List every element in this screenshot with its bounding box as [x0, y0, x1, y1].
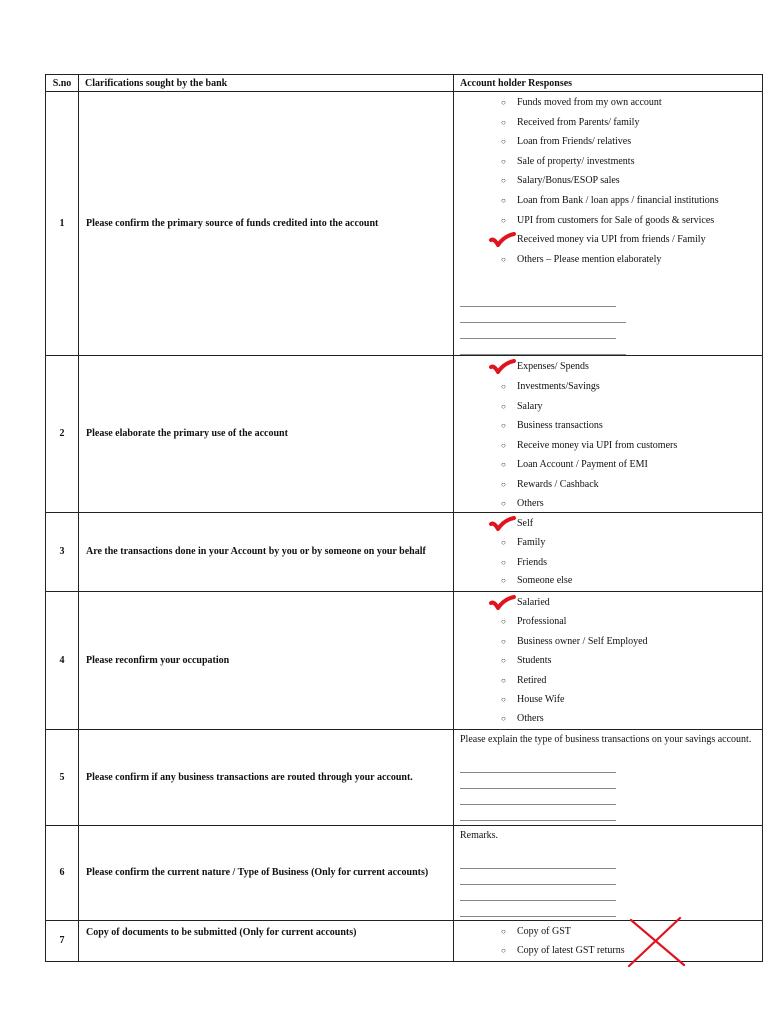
radio-option-checked[interactable]: Received money via UPI from friends / Family	[454, 230, 762, 250]
radio-circle-icon: ○	[501, 498, 506, 508]
radio-circle-icon: ○	[501, 98, 506, 107]
response-cell	[454, 356, 763, 512]
radio-circle-icon: ○	[501, 557, 506, 567]
radio-circle-icon: ○	[501, 538, 506, 548]
question-text: Please confirm if any business transactions are routed through your account.	[79, 729, 454, 825]
response-cell	[454, 920, 763, 961]
radio-option-checked[interactable]: Salaried	[454, 593, 762, 613]
option-list	[454, 514, 762, 590]
radio-option-checked[interactable]: Self	[454, 514, 762, 534]
radio-circle-icon: ○	[501, 636, 506, 646]
option-list	[454, 357, 762, 511]
radio-option[interactable]: ○ Retired	[454, 671, 762, 691]
table-header-row	[46, 75, 763, 92]
response-cell	[454, 825, 763, 920]
question-text: Are the transactions done in your Account by you or by someone on your behalf	[79, 512, 454, 591]
response-cell	[454, 92, 763, 356]
row-number: 5	[46, 729, 79, 825]
option-list	[454, 93, 762, 269]
writing-lines[interactable]	[454, 291, 762, 355]
question-text: Please reconfirm your occupation	[79, 591, 454, 729]
row-number: 6	[46, 825, 79, 920]
radio-circle-icon: ○	[501, 215, 506, 225]
header-clarification: Clarifications sought by the bank	[79, 75, 454, 92]
radio-option[interactable]: ○ Business transactions	[454, 416, 762, 436]
radio-option[interactable]: ○ Professional	[454, 612, 762, 632]
red-cross-icon	[627, 916, 687, 968]
radio-circle-icon: ○	[501, 401, 506, 411]
radio-circle-icon: ○	[501, 137, 506, 147]
radio-option[interactable]: ○ Copy of latest GST returns	[454, 941, 762, 961]
header-sno: S.no	[46, 75, 79, 92]
header-response: Account holder Responses	[454, 75, 763, 92]
writing-lines[interactable]	[454, 853, 762, 917]
response-cell	[454, 512, 763, 591]
radio-option[interactable]: ○ Receive money via UPI from customers	[454, 436, 762, 456]
red-check-icon	[488, 232, 516, 250]
radio-circle-icon: ○	[501, 479, 506, 489]
radio-option[interactable]: ○ Someone else	[454, 572, 762, 589]
row-number: 1	[46, 92, 79, 356]
table-row	[46, 825, 763, 920]
table-row	[46, 92, 763, 356]
radio-option[interactable]: ○ Funds moved from my own account	[454, 93, 762, 113]
red-check-icon	[488, 595, 516, 613]
question-text: Please confirm the primary source of funds credited into the account	[79, 92, 454, 356]
radio-option[interactable]: ○ UPI from customers for Sale of goods & services	[454, 211, 762, 231]
table-row	[46, 729, 763, 825]
radio-circle-icon: ○	[501, 714, 506, 724]
radio-circle-icon: ○	[501, 440, 506, 450]
radio-option[interactable]: ○ Business owner / Self Employed	[454, 632, 762, 652]
table-row	[46, 356, 763, 512]
radio-option[interactable]: ○ Family	[454, 533, 762, 553]
writing-lines[interactable]	[454, 757, 762, 821]
radio-circle-icon: ○	[501, 675, 506, 685]
row-number: 7	[46, 920, 79, 961]
row-number: 4	[46, 591, 79, 729]
radio-circle-icon: ○	[501, 176, 506, 186]
table-row	[46, 512, 763, 591]
radio-option[interactable]: ○ Others	[454, 495, 762, 512]
response-prompt: Remarks.	[460, 829, 499, 841]
radio-option[interactable]: ○ Sale of property/ investments	[454, 152, 762, 172]
red-check-icon	[488, 516, 516, 534]
question-text: Please confirm the current nature / Type of Business (Only for current accounts)	[79, 825, 454, 920]
question-text: Copy of documents to be submitted (Only for current accounts)	[79, 920, 454, 961]
red-check-icon	[488, 359, 516, 377]
radio-circle-icon: ○	[501, 576, 506, 586]
radio-circle-icon: ○	[501, 617, 506, 627]
radio-option-checked[interactable]: Expenses/ Spends	[454, 357, 762, 377]
radio-option[interactable]: ○ Loan Account / Payment of EMI	[454, 455, 762, 475]
radio-circle-icon: ○	[501, 946, 506, 956]
response-cell	[454, 591, 763, 729]
radio-circle-icon: ○	[501, 695, 506, 705]
radio-circle-icon: ○	[501, 195, 506, 205]
response-cell	[454, 729, 763, 825]
table-row	[46, 591, 763, 729]
radio-circle-icon: ○	[501, 156, 506, 166]
radio-circle-icon: ○	[501, 656, 506, 666]
radio-option[interactable]: ○ Loan from Bank / loan apps / financial institutions	[454, 191, 762, 211]
clarification-table	[45, 74, 763, 962]
option-list	[454, 593, 762, 728]
radio-option[interactable]: ○ Received from Parents/ family	[454, 113, 762, 133]
row-number: 2	[46, 356, 79, 512]
question-text: Please elaborate the primary use of the account	[79, 356, 454, 512]
radio-circle-icon: ○	[501, 254, 506, 264]
radio-option[interactable]: ○ Students	[454, 651, 762, 671]
radio-option[interactable]: ○ Friends	[454, 553, 762, 573]
radio-option[interactable]: ○ Loan from Friends/ relatives	[454, 132, 762, 152]
radio-circle-icon: ○	[501, 460, 506, 470]
radio-option[interactable]: ○ Others – Please mention elaborately	[454, 250, 762, 270]
radio-option[interactable]: ○ House Wife	[454, 690, 762, 710]
radio-option[interactable]: ○ Others	[454, 710, 762, 727]
row-number: 3	[46, 512, 79, 591]
response-prompt: Please explain the type of business transactions on your savings account.	[460, 733, 752, 745]
radio-option[interactable]: ○ Copy of GST	[454, 922, 762, 942]
radio-circle-icon: ○	[501, 926, 506, 936]
option-list	[454, 922, 762, 961]
radio-option[interactable]: ○ Salary/Bonus/ESOP sales	[454, 171, 762, 191]
radio-circle-icon: ○	[501, 421, 506, 431]
radio-circle-icon: ○	[501, 381, 506, 391]
radio-circle-icon: ○	[501, 117, 506, 127]
radio-option[interactable]: ○ Rewards / Cashback	[454, 475, 762, 495]
radio-option[interactable]: ○ Investments/Savings	[454, 377, 762, 397]
radio-option[interactable]: ○ Salary	[454, 397, 762, 417]
